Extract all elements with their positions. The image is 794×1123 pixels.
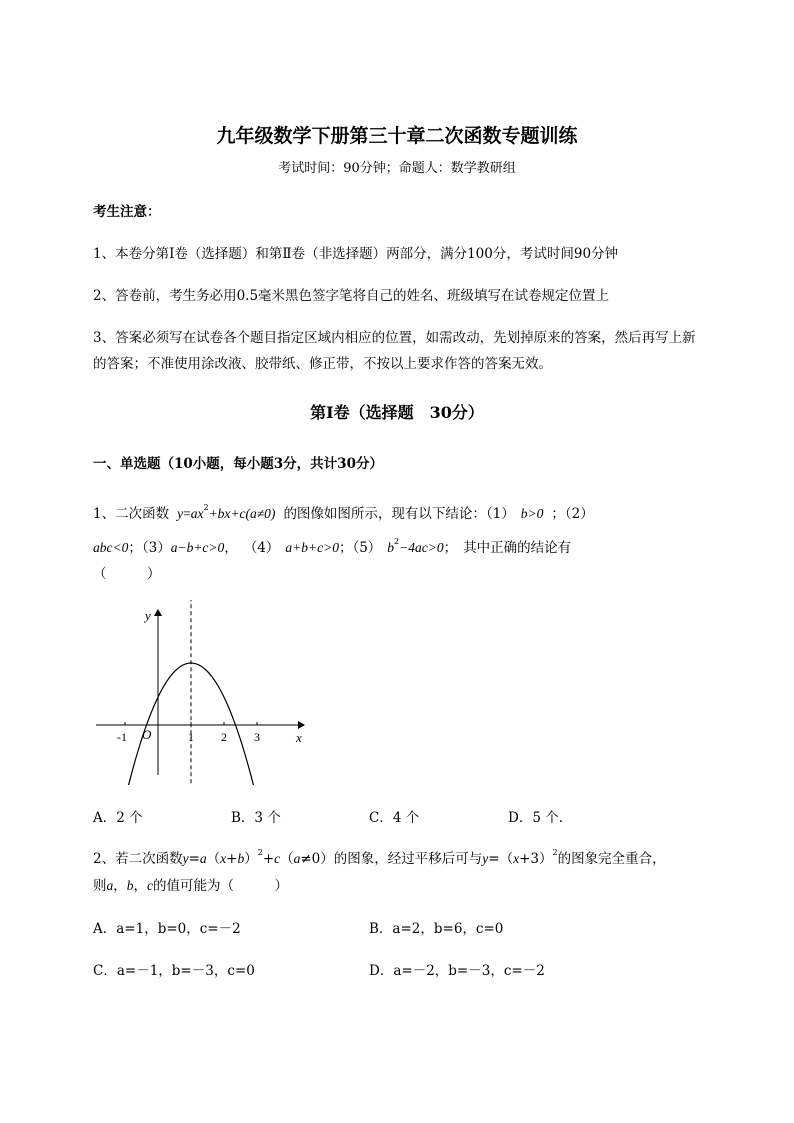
q2-eq1: = [188, 851, 200, 867]
q2-option-c-label: C． [93, 963, 117, 979]
q1-formula-eq: = [183, 506, 191, 521]
q2-a2: a [293, 851, 301, 866]
q2-line1-mid: 的图象，经过平移后可与 [333, 851, 483, 867]
q2-line1-end: 的图象完全重合， [557, 851, 666, 867]
q2-b1: b [237, 851, 245, 866]
q2-option-d[interactable] [369, 959, 545, 979]
q1-sep1: ； [551, 506, 565, 522]
q1-formula-y: y [177, 506, 184, 521]
q2-x2: x [513, 851, 520, 866]
page-subtitle: 考试时间：90分钟；命题人：数学教研组 [278, 161, 516, 176]
q1-sep2: ； [128, 540, 142, 556]
q1-option-b[interactable]: B．3 个 [231, 810, 281, 826]
q2-line1 [93, 847, 666, 867]
q2-plus2: + [262, 851, 275, 867]
q2-sup1: 2 [257, 848, 263, 857]
notice-item-3-cont: 的答案；不准使用涂改液、胶带纸、修正带，不按以上要求作答的答案无效。 [93, 356, 552, 372]
q2-option-d-label: D． [369, 963, 394, 979]
q2-c1: c [274, 851, 281, 866]
q2-line2-end: 的值可能为（ ） [153, 878, 288, 894]
x-tick-label: 3 [254, 730, 260, 744]
q2-option-c[interactable] [93, 959, 255, 979]
q1-c2: abc<0 [93, 540, 129, 555]
q1-text-end: 其中正确的结论有 [463, 540, 572, 556]
q1-sep5: ； [443, 540, 458, 556]
q1-graph [90, 600, 320, 785]
q2-comma2: ， [133, 878, 147, 894]
q1-option-a[interactable]: A．2 个 [93, 810, 143, 826]
q2-sup2: 2 [552, 848, 558, 857]
q2-option-b-label: B． [369, 921, 393, 937]
x-tick-label: 2 [221, 730, 227, 744]
origin-label: O [142, 727, 152, 742]
q1-formula-rest: +bx+c [208, 506, 246, 521]
q1-text1: 的图像如图所示，现有以下结论： [283, 506, 486, 522]
q1-option-d[interactable]: D．5 个. [508, 810, 563, 826]
q1-formula-cond: (a≠0) [245, 506, 276, 521]
q2-option-b[interactable] [369, 917, 503, 937]
notice-heading: 考生注意： [93, 204, 161, 220]
q1-prefix: 1、二次函数 [93, 506, 170, 522]
q2-plus3: +3） [519, 851, 553, 867]
q2-a1: a [199, 851, 207, 866]
q1-c5-sup: 2 [394, 537, 400, 546]
y-axis-label: y [145, 608, 151, 623]
q1-c3-label: （3） [141, 540, 171, 556]
q1-c5-post: −4ac>0 [399, 540, 444, 555]
notice-item-2: 2、答卷前，考生务必用0.5毫米黑色签字笔将自己的姓名、班级填写在试卷规定位置上 [93, 288, 610, 304]
q2-paren1: （ [206, 851, 221, 867]
section1-heading: 一、单选题（10小题，每小题3分，共计30分） [93, 456, 383, 472]
q2-option-c-text: a=－1，b=－3，c=0 [116, 963, 255, 979]
notice-item-3: 3、答案必须写在试卷各个题目指定区域内相应的位置，如需改动，先划掉原来的答案，然后再写上新 [93, 330, 696, 346]
q1-sep3: ， [224, 540, 238, 556]
q1-formula-x: x [197, 506, 204, 521]
q2-option-a-text: a=1，b=0，c=－2 [116, 921, 241, 937]
page-title: 九年级数学下册第三十章二次函数专题训练 [216, 125, 578, 147]
q2-cond-open: （ [280, 851, 294, 867]
q1-c2-label: （2） [564, 506, 594, 522]
notice-item-1: 1、本卷分第Ⅰ卷（选择题）和第Ⅱ卷（非选择题）两部分，满分100分，考试时间90分钟 [93, 246, 619, 262]
x-axis-label: x [296, 730, 302, 745]
q1-line1 [93, 502, 594, 522]
q2-cond-rest: ≠0） [300, 851, 334, 867]
q2-plus1: + [226, 851, 238, 867]
q2-x1: x [220, 851, 227, 866]
x-tick-label: -1 [117, 730, 127, 744]
x-tick-label: 1 [188, 730, 194, 744]
q2-line1-pre: 2、若二次函数 [93, 851, 183, 867]
q2-option-b-text: a=2，b=6，c=0 [392, 921, 504, 937]
q1-formula-sup: 2 [203, 503, 209, 512]
q1-c4: a+b+c>0 [285, 540, 339, 555]
q2-line2 [93, 874, 288, 894]
q1-c4-label: （4） [243, 540, 280, 556]
q1-option-c[interactable]: C．4 个 [369, 810, 420, 826]
q2-y1: y [182, 851, 189, 866]
q2-va: a [106, 878, 114, 893]
q2-option-a-label: A． [93, 921, 117, 937]
q1-c1-label: （1） [485, 506, 515, 522]
q2-option-d-text: a=－2，b=－3，c=－2 [393, 963, 545, 979]
q1-c5-pre: b [387, 540, 395, 555]
q2-y2: y [482, 851, 489, 866]
q1-c3: a−b+c>0 [170, 540, 225, 555]
q2-comma1: ， [113, 878, 127, 894]
q1-c5-label: （5） [352, 540, 382, 556]
q2-option-a[interactable] [93, 917, 241, 937]
q1-sep4: ； [338, 540, 353, 556]
q1-c1: b>0 [520, 506, 544, 521]
q2-eq2: =（ [488, 851, 514, 867]
q2-paren1c: ） [244, 851, 258, 867]
q1-blank: （ ） [93, 566, 161, 582]
q1-formula-a: a [190, 506, 198, 521]
part1-heading: 第Ⅰ卷（选择题 30分） [310, 403, 484, 422]
q2-vb: b [126, 878, 134, 893]
q1-line2 [93, 536, 571, 556]
q2-vc: c [147, 878, 153, 893]
q2-line2-pre: 则 [93, 878, 107, 894]
